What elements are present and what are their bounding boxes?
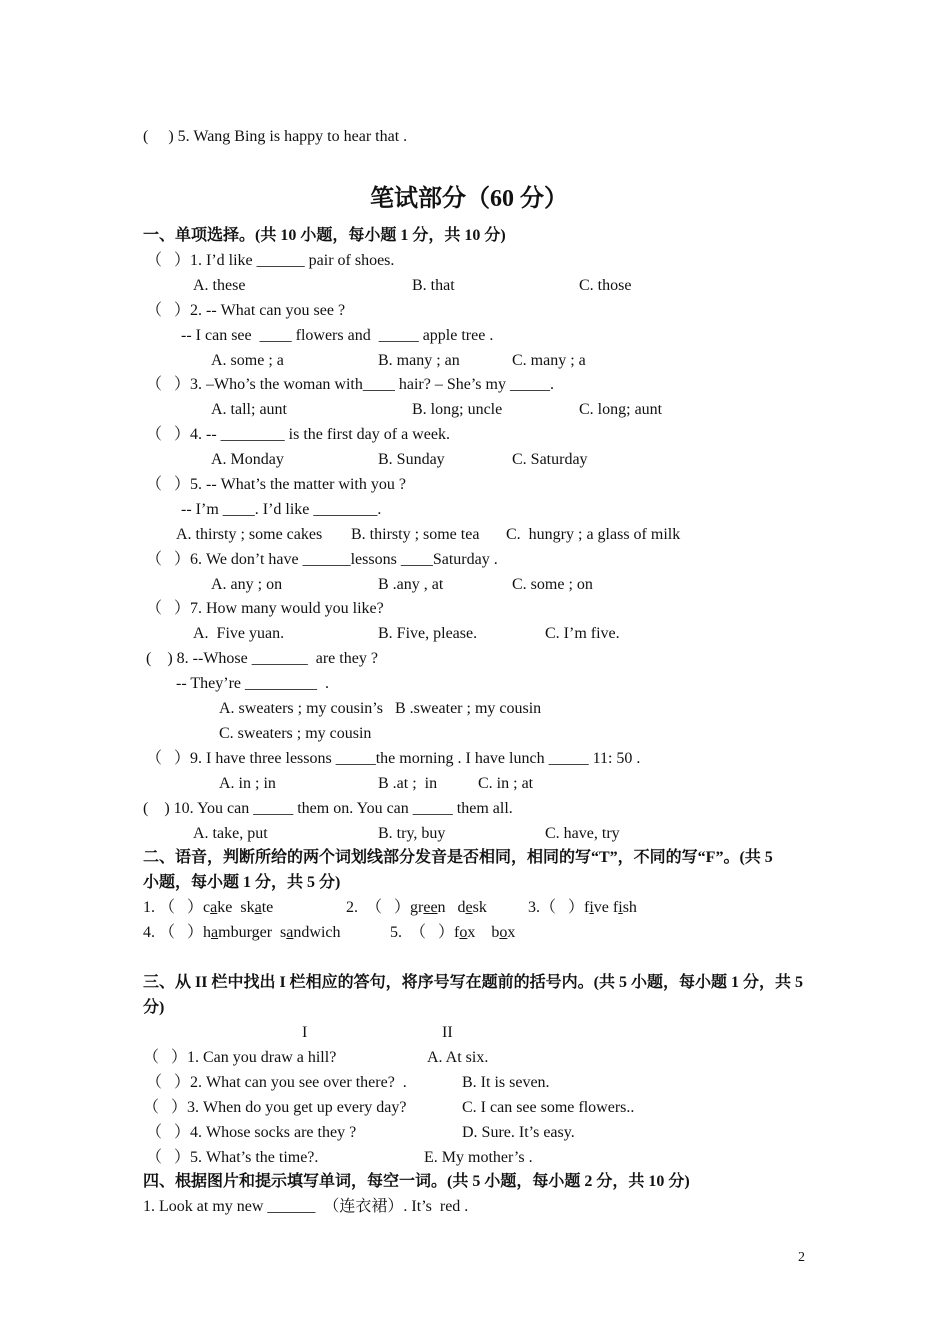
- q10-option-b: B. try, buy: [378, 825, 446, 842]
- match-question-3: （ ）3. When do you get up every day?: [143, 1099, 407, 1116]
- column-ii-header: II: [442, 1024, 453, 1041]
- q6-option-b: B .any , at: [378, 576, 444, 593]
- underlined-letters: e: [465, 899, 473, 916]
- q6-option-c: C. some ; on: [512, 576, 593, 593]
- underlined-letters: i: [618, 899, 623, 916]
- word-part: x: [507, 924, 516, 941]
- q10-option-c: C. have, try: [545, 825, 620, 842]
- underlined-letters: a: [211, 924, 219, 941]
- q7-option-b: B. Five, please.: [378, 625, 478, 642]
- fill-question-1: 1. Look at my new ______ （连衣裙）. It’s red .: [143, 1198, 469, 1215]
- q9-option-c: C. in ; at: [478, 775, 534, 792]
- q5-option-b: B. thirsty ; some tea: [351, 526, 480, 543]
- q2-option-b: B. many ; an: [378, 352, 460, 369]
- section-1-heading: 一、单项选择。(共 10 小题，每小题 1 分，共 10 分): [143, 227, 506, 244]
- match-answer-b: B. It is seven.: [462, 1074, 550, 1091]
- word-part: d: [457, 899, 466, 916]
- q4-stem: （ ）4. -- ________ is the first day of a week.: [146, 426, 450, 443]
- q5-option-c: C. hungry ; a glass of milk: [506, 526, 681, 543]
- match-question-1: （ ）1. Can you draw a hill?: [143, 1049, 337, 1066]
- section-4-heading: 四、根据图片和提示填写单词，每空一词。(共 5 小题，每小题 2 分，共 10 分): [143, 1173, 690, 1190]
- q9-option-a: A. in ; in: [219, 775, 276, 792]
- q7-option-c: C. I’m five.: [545, 625, 620, 642]
- word-part: sh: [622, 899, 637, 916]
- word-part: gr: [410, 899, 424, 916]
- word-part: f: [584, 899, 590, 916]
- word-part: x: [467, 924, 492, 941]
- match-answer-a: A. At six.: [427, 1049, 489, 1066]
- underlined-letters: a: [254, 899, 262, 916]
- q8-line2: -- They’re _________ .: [176, 675, 329, 692]
- word-part: n: [437, 899, 458, 916]
- underlined-letters: a: [286, 924, 294, 941]
- phonics-item-5: [390, 923, 515, 943]
- match-question-4: （ ）4. Whose socks are they ?: [146, 1124, 357, 1141]
- q8-option-c: C. sweaters ; my cousin: [219, 725, 372, 742]
- word-part: ke: [217, 899, 241, 916]
- q3-option-a: A. tall; aunt: [211, 401, 287, 418]
- q6-option-a: A. any ; on: [211, 576, 283, 593]
- q4-option-a: A. Monday: [211, 451, 284, 468]
- q5-option-a: A. thirsty ; some cakes: [176, 526, 323, 543]
- q2-line2: -- I can see ____ flowers and _____ apple tree .: [181, 327, 494, 344]
- q8-options-ab: A. sweaters ; my cousin’s B .sweater ; my cousin: [219, 700, 542, 717]
- q1-stem: （ ）1. I’d like ______ pair of shoes.: [146, 252, 395, 269]
- word-part: te: [261, 899, 274, 916]
- q1-option-b: B. that: [412, 277, 455, 294]
- q8-stem: ( ) 8. --Whose _______ are they ?: [146, 650, 378, 667]
- item-number: 5. （ ）: [390, 924, 455, 941]
- word-part: f: [454, 924, 460, 941]
- q9-stem: （ ）9. I have three lessons _____the morning . I have lunch _____ 11: 50 .: [146, 750, 641, 767]
- q4-option-c: C. Saturday: [512, 451, 588, 468]
- item-number: 4. （ ）: [143, 924, 204, 941]
- q5-line2: -- I’m ____. I’d like ________.: [181, 501, 382, 518]
- phonics-item-1: [143, 898, 273, 918]
- word-part: ve: [593, 899, 613, 916]
- q4-option-b: B. Sunday: [378, 451, 445, 468]
- page-number: 2: [798, 1250, 805, 1265]
- section-3-heading-line1: 三、从 II 栏中找出 I 栏相应的答句，将序号写在题前的括号内。(共 5 小题，每小题 1 分，共 5: [143, 974, 804, 991]
- word-part: h: [203, 924, 212, 941]
- word-part: c: [203, 899, 211, 916]
- section-3-heading-line2: 分): [143, 999, 165, 1016]
- underlined-letters: ee: [423, 899, 438, 916]
- listening-question-5: ( ) 5. Wang Bing is happy to hear that .: [143, 128, 408, 145]
- match-question-2: （ ）2. What can you see over there? .: [146, 1074, 407, 1091]
- match-answer-c: C. I can see some flowers..: [462, 1099, 635, 1116]
- underlined-letters: a: [210, 899, 218, 916]
- q2-option-a: A. some ; a: [211, 352, 284, 369]
- q6-stem: （ ）6. We don’t have ______lessons ____Saturday .: [146, 551, 498, 568]
- phonics-item-4: [143, 923, 341, 943]
- phonics-item-3: [528, 898, 637, 918]
- q2-stem: （ ）2. -- What can you see ?: [146, 302, 346, 319]
- item-number: 1. （ ）: [143, 899, 204, 916]
- q3-option-b: B. long; uncle: [412, 401, 503, 418]
- match-question-5: （ ）5. What’s the time?.: [146, 1149, 319, 1166]
- q7-stem: （ ）7. How many would you like?: [146, 600, 384, 617]
- q7-option-a: A. Five yuan.: [193, 625, 285, 642]
- q1-option-c: C. those: [579, 277, 632, 294]
- q10-option-a: A. take, put: [193, 825, 268, 842]
- q5-stem: （ ）5. -- What’s the matter with you ?: [146, 476, 406, 493]
- match-answer-d: D. Sure. It’s easy.: [462, 1124, 575, 1141]
- word-part: b: [491, 924, 500, 941]
- q3-stem: （ ）3. –Who’s the woman with____ hair? – She’s my _____.: [146, 376, 554, 393]
- item-number: 3.（ ）: [528, 899, 585, 916]
- word-part: sk: [240, 899, 255, 916]
- item-number: 2. （ ）: [346, 899, 411, 916]
- q10-stem: ( ) 10. You can _____ them on. You can _____ them all.: [143, 800, 513, 817]
- underlined-letters: i: [589, 899, 594, 916]
- q2-option-c: C. many ; a: [512, 352, 586, 369]
- word-part: f: [612, 899, 619, 916]
- underlined-letters: o: [499, 924, 508, 941]
- word-part: s: [280, 924, 287, 941]
- phonics-item-2: [346, 898, 487, 918]
- match-answer-e: E. My mother’s .: [424, 1149, 533, 1166]
- section-2-heading-line1: 二、语音，判断所给的两个词划线部分发音是否相同，相同的写“T”，不同的写“F”。(共 5: [143, 849, 773, 866]
- section-2-heading-line2: 小题，每小题 1 分，共 5 分): [143, 874, 341, 891]
- q3-option-c: C. long; aunt: [579, 401, 663, 418]
- underlined-letters: o: [459, 924, 468, 941]
- word-part: mburger: [218, 924, 281, 941]
- section-title: 笔试部分（60 分）: [370, 186, 568, 212]
- column-i-header: I: [302, 1024, 308, 1041]
- word-part: ndwich: [293, 924, 341, 941]
- word-part: sk: [472, 899, 487, 916]
- q1-option-a: A. these: [193, 277, 246, 294]
- q9-option-b: B .at ; in: [378, 775, 438, 792]
